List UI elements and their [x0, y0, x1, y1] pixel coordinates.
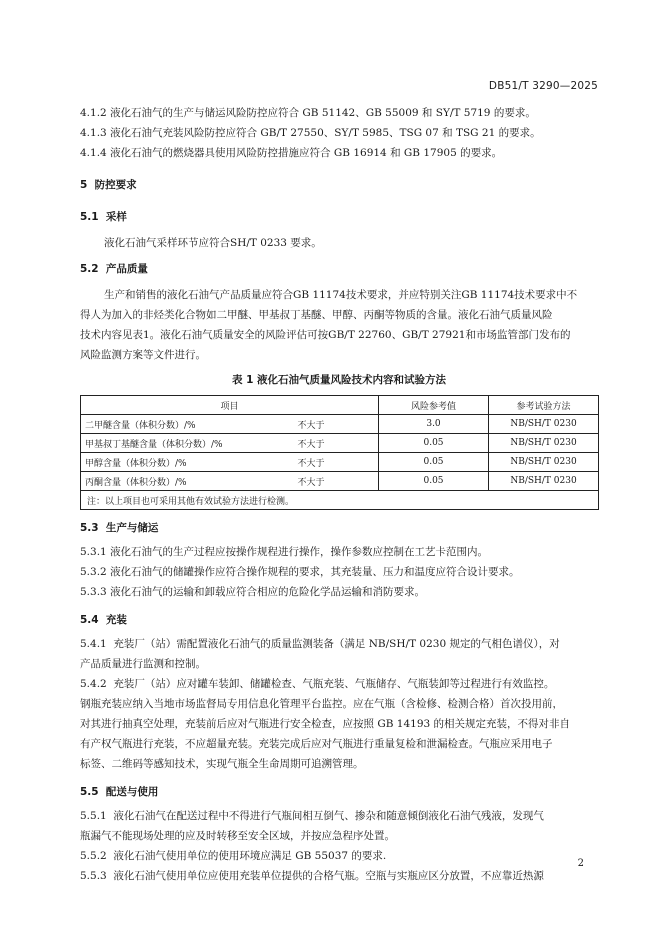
clause-5-3-1: 5.3.1 液化石油气的生产过程应按操作规程进行操作，操作参数应控制在工艺卡范围内。 — [80, 546, 489, 558]
clause-5-4-2: 5.4.2 充装厂（站）应对罐车装卸、储罐检查、气瓶充装、气瓶储存、气瓶装卸等过程进行有效监控。 钢瓶充装应纳入当地市场监督局专用信息化管理平台监控。应在气瓶（含检修、检测合格）首次投用前， 对其进行抽真空处理，充装前后应对气瓶进行安全检查，应按照 GB 14193 的相关规定充装，不得对非自 有产权气瓶进行充装，不应超量充装。充装完成后应对气瓶进行重量复检和泄漏检查。气瓶应采用电子 标签、二维码等感知技术，实现气瓶全生命周期可追溯管理。 — [80, 678, 571, 770]
section-heading-5: 5 防控要求 — [80, 179, 137, 191]
table-note-row — [81, 491, 599, 510]
section-heading-5-2: 5.2 产品质量 — [80, 263, 148, 275]
clause-5-5-3: 5.5.3 液化石油气使用单位应使用充装单位提供的合格气瓶。空瓶与实瓶应区分放置，不应靠近热源 — [80, 870, 544, 882]
table-note: 注：以上项目也可采用其他有效试验方法进行检测。 — [81, 491, 599, 510]
section-heading-5-3: 5.3 生产与储运 — [80, 522, 159, 534]
table-row: 二甲醚含量（体积分数）/% 不大于 3.0 NB/SH/T 0230 — [81, 415, 599, 434]
header-test-method: 参考试验方法 — [489, 396, 599, 415]
section-heading-5-1: 5.1 采样 — [80, 211, 127, 223]
clause-5-4-1: 5.4.1 充装厂（站）需配置液化石油气的质量监测装备（满足 NB/SH/T 0230 规定的气相色谱仪），对 产品质量进行监测和控制。 — [80, 638, 560, 670]
paragraph-5-2: 生产和销售的液化石油气产品质量应符合GB 11174技术要求，并应特别关注GB 11174技术要求中不 得人为加入的非烃类化合物如二甲醚、甲基叔丁基醚、甲醇、丙酮等物质的含量。液化石油气质量风险 技术内容见表1。液化石油气质量安全的风险评估可按GB/T 22760、GB/T 27921和市场监管部门发布的 风险监测方案等文件进行。 — [80, 289, 578, 361]
table-1-title: 表 1 液化石油气质量风险技术内容和试验方法 — [231, 374, 447, 386]
section-heading-5-4: 5.4 充装 — [80, 614, 127, 626]
paragraph-5-1: 液化石油气采样环节应符合SH/T 0233 要求。 — [104, 237, 322, 249]
header-item: 项目 — [81, 396, 379, 415]
clause-4-1-2: 4.1.2 液化石油气的生产与储运风险防控应符合 GB 51142、GB 55009 和 SY/T 5719 的要求。 — [80, 107, 536, 119]
page-number: 2 — [577, 858, 584, 869]
clause-4-1-4: 4.1.4 液化石油气的燃烧器具使用风险防控措施应符合 GB 16914 和 GB 17905 的要求。 — [80, 147, 503, 159]
clause-5-3-3: 5.3.3 液化石油气的运输和卸载应符合相应的危险化学品运输和消防要求。 — [80, 586, 426, 598]
section-heading-5-5: 5.5 配送与使用 — [80, 786, 159, 798]
clause-4-1-3: 4.1.3 液化石油气充装风险防控应符合 GB/T 27550、SY/T 5985、TSG 07 和 TSG 21 的要求。 — [80, 127, 541, 139]
document-body — [80, 103, 598, 886]
table-row: 甲基叔丁基醚含量（体积分数）/% 不大于 0.05 NB/SH/T 0230 — [81, 434, 599, 453]
table-row: 甲醇含量（体积分数）/% 不大于 0.05 NB/SH/T 0230 — [81, 453, 599, 472]
header-risk-value: 风险参考值 — [379, 396, 489, 415]
clause-5-5-2: 5.5.2 液化石油气使用单位的使用环境应满足 GB 55037 的要求. — [80, 850, 387, 862]
table-header-row — [81, 396, 599, 415]
document-code: DB51/T 3290—2025 — [488, 80, 598, 92]
table-row: 丙酮含量（体积分数）/% 不大于 0.05 NB/SH/T 0230 — [81, 472, 599, 491]
risk-table — [80, 395, 599, 510]
clause-5-3-2: 5.3.2 液化石油气的储罐操作应符合操作规程的要求，其充装量、压力和温度应符合设计要求。 — [80, 566, 520, 578]
clause-5-5-1: 5.5.1 液化石油气在配送过程中不得进行气瓶间相互倒气、掺杂和随意倾倒液化石油气残液，发现气 瓶漏气不能现场处理的应及时转移至安全区域，并按应急程序处置。 — [80, 810, 544, 842]
